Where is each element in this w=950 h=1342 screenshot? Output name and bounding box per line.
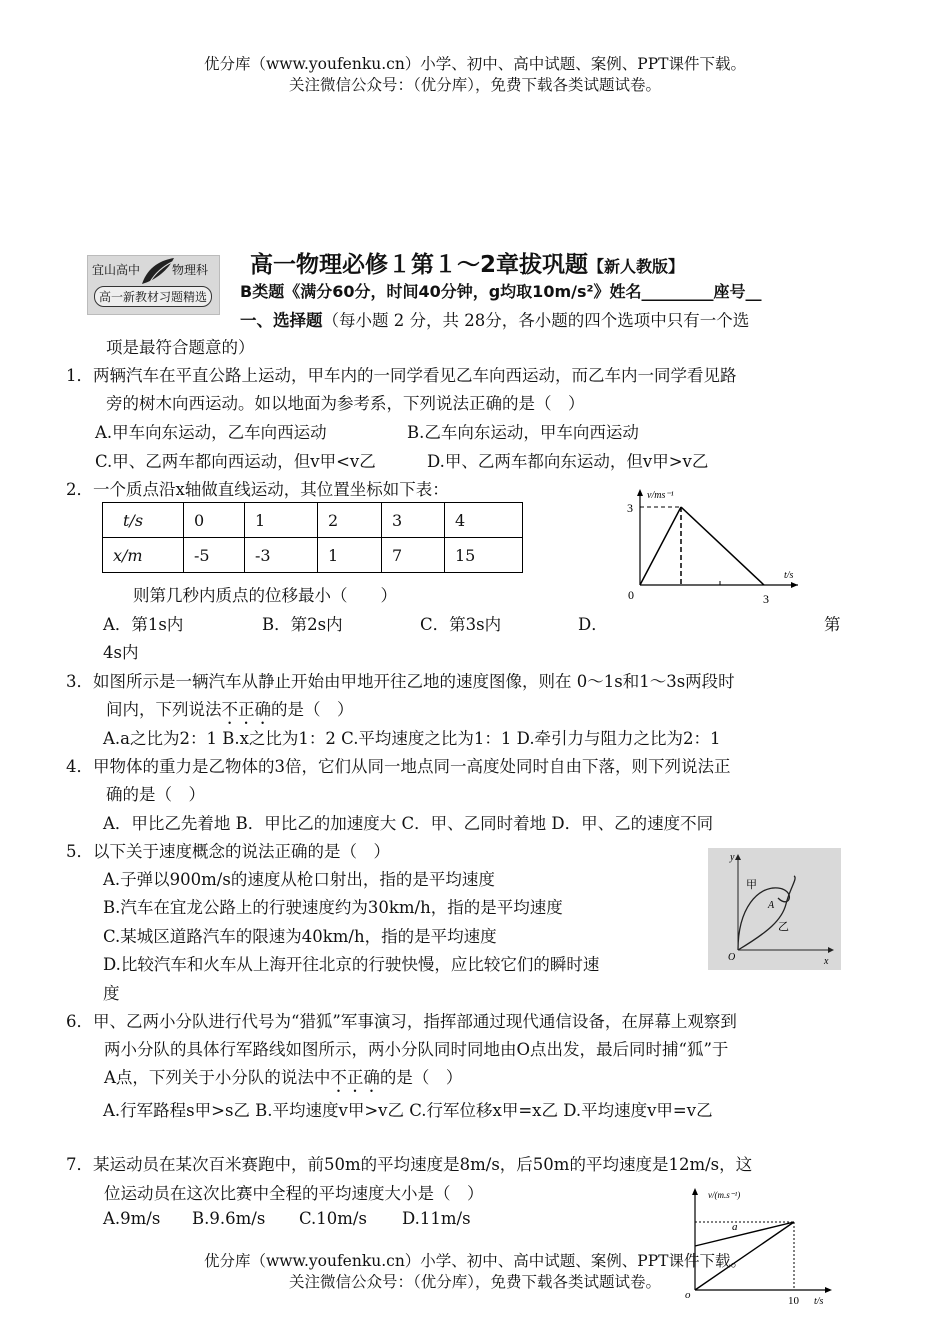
q2-stem: 2．一个质点沿x轴做直线运动，其位置坐标如下表： (66, 480, 449, 499)
y-axis-label: v/ms⁻¹ (647, 490, 674, 501)
q6-line-3-post: 的是（ ） (379, 1068, 463, 1087)
velocity-time-graph (620, 485, 810, 607)
velocity-rise (640, 507, 681, 585)
title-main: 高一物理必修１第１～2章拔巩题 (250, 252, 589, 278)
q1-option-a: A.甲车向东运动，乙车向西运动 (95, 423, 327, 442)
q2-ask: 则第几秒内质点的位移最小（ ） (133, 586, 397, 605)
q7-option-d: D.11m/s (402, 1209, 471, 1228)
header-line-1: 优分库（www.youfenku.cn）小学、初中、高中试题、案例、PPT课件下载。 (203, 55, 747, 73)
q7-line-1: 7．某运动员在某次百米赛跑中，前50m的平均速度是8m/s，后50m的平均速度是12m/s，这 (66, 1155, 753, 1174)
q6-line-3-pre: A点，下列关于小分队的说法中 (104, 1068, 331, 1087)
q2-option-d-cont: 第 (824, 615, 841, 634)
q3-line-2-pre: 间内，下列说法 (106, 700, 222, 719)
q7-option-b: B.9.6m/s (192, 1209, 266, 1228)
y-label: y (730, 852, 735, 863)
q6-line-1: 6．甲、乙两小分队进行代号为“猎狐”军事演习，指挥部通过现代通信设备，在屏幕上观察到 (66, 1012, 737, 1031)
origin-label: O (728, 952, 736, 963)
a-label: a (732, 1221, 738, 1233)
yi-label: 乙 (778, 920, 789, 933)
point-a-label: A (768, 900, 775, 911)
table-cell: 7 (382, 538, 445, 573)
table-cell: 1 (318, 538, 382, 573)
x-axis-arrow (791, 582, 798, 588)
section-heading: 一、选择题 (240, 311, 323, 330)
q1-line-1: 1．两辆汽车在平直公路上运动，甲车内的一同学看见乙车向西运动，而乙车内一同学看见路 (66, 366, 737, 385)
x-label: x (824, 956, 829, 967)
q3-line-1: 3．如图所示是一辆汽车从静止开始由甲地开往乙地的速度图像，则在 0～1s和1～3s两段时 (66, 672, 735, 691)
position-table (102, 502, 523, 573)
x-axis-label: t/s (814, 1296, 824, 1307)
q6-options: A.行军路程s甲>s乙 B.平均速度v甲>v乙 C.行军位移x甲=x乙 D.平均速度v甲=v乙 (103, 1101, 713, 1120)
q7-option-a: A.9m/s (103, 1209, 161, 1228)
q3-line-2 (106, 696, 354, 728)
table-cell: 0 (184, 503, 245, 538)
q3-options: A.a之比为2：1 B.x之比为1：2 C.平均速度之比为1：1 D.牵引力与阻力之比为2：1 (103, 729, 721, 748)
q2-option-d-end: 4s内 (103, 643, 139, 662)
footer-line-2: 关注微信公众号：（优分库），免费下载各类试题试卷。 (288, 1273, 661, 1291)
origin-label: o (685, 1289, 691, 1301)
q7-option-c: C.10m/s (299, 1209, 367, 1228)
page-title (250, 246, 684, 279)
table-cell: -3 (245, 538, 318, 573)
q1-option-c: C.甲、乙两车都向西运动，但v甲<v乙 (95, 452, 376, 471)
q2-option-a: A．第1s内 (103, 615, 184, 634)
y-axis-arrow (692, 1188, 698, 1195)
y-tick-3: 3 (627, 501, 633, 515)
path-diagram (708, 848, 841, 970)
q6-emphasis: 不正确 (330, 1068, 380, 1087)
q5-option-b: B.汽车在宜龙公路上的行驶速度约为30km/h，指的是平均速度 (103, 898, 563, 917)
q1-line-2: 旁的树木向西运动。如以地面为参考系，下列说法正确的是（ ） (106, 394, 585, 413)
q5-option-d-cont: 度 (103, 984, 120, 1003)
table-cell: t/s (103, 503, 184, 538)
q4-line-1: 4．甲物体的重力是乙物体的3倍，它们从同一地点同一高度处同时自由下落，则下列说法正 (66, 757, 731, 776)
section-desc-2: 项是最符合题意的） (106, 338, 255, 357)
q3-line-2-post: 的是（ ） (271, 700, 354, 719)
table-cell: x/m (103, 538, 184, 573)
q1-option-b: B.乙车向东运动，甲车向西运动 (407, 423, 639, 442)
q1-option-d: D.甲、乙两车都向东运动，但v甲>v乙 (427, 452, 709, 471)
section-desc-1: （每小题 2 分，共 28分，各小题的四个选项中只有一个选 (322, 311, 750, 330)
y-axis-label: v/(m.s⁻¹) (708, 1190, 741, 1200)
line-a (695, 1222, 794, 1246)
section-heading-line (240, 307, 749, 331)
table-row (103, 503, 523, 538)
q6-line-3 (104, 1064, 462, 1096)
table-cell: 3 (382, 503, 445, 538)
q3-emphasis: 不正确 (221, 700, 271, 719)
table-cell: 2 (318, 503, 382, 538)
q6-line-2: 两小分队的具体行军路线如图所示，两小分队同时同地由O点出发，最后同时捕“狐”于 (104, 1040, 729, 1059)
jia-label: 甲 (746, 878, 757, 891)
q2-option-b: B．第2s内 (262, 615, 343, 634)
x-tick-10: 10 (788, 1295, 799, 1307)
q7-line-2: 位运动员在这次比赛中全程的平均速度大小是（ ） (104, 1184, 484, 1203)
logo-dept: 物理科 (172, 263, 209, 277)
q4-line-2: 确的是（ ） (106, 785, 205, 804)
q5-option-d: D.比较汽车和火车从上海开往北京的行驶快慢，应比较它们的瞬时速 (103, 955, 600, 974)
table-cell: 4 (445, 503, 523, 538)
table-cell: -5 (184, 538, 245, 573)
logo-school: 宜山高中 (92, 263, 141, 277)
title-edition: 【新人教版】 (588, 257, 685, 276)
y-axis-arrow (637, 489, 643, 496)
table-cell: 15 (445, 538, 523, 573)
q5-stem: 5．以下关于速度概念的说法正确的是（ ） (66, 842, 390, 861)
footer-line-1: 优分库（www.youfenku.cn）小学、初中、高中试题、案例、PPT课件下载。 (203, 1252, 747, 1270)
q5-option-a: A.子弹以900m/s的速度从枪口射出，指的是平均速度 (103, 870, 495, 889)
logo-caption: 高一新教材习题精选 (94, 286, 212, 307)
school-logo (87, 255, 220, 315)
subtitle: B类题《满分60分，时间40分钟，g均取10m/s²》姓名_________座号__ (240, 282, 762, 301)
table-cell: 1 (245, 503, 318, 538)
q2-option-c: C．第3s内 (420, 615, 502, 634)
q2-option-d: D． (578, 615, 608, 634)
origin-label: 0 (628, 588, 634, 602)
header-line-2: 关注微信公众号：（优分库），免费下载各类试题试卷。 (288, 76, 661, 94)
q5-option-c: C.某城区道路汽车的限速为40km/h，指的是平均速度 (103, 927, 497, 946)
velocity-fall (681, 507, 764, 585)
x-axis-label: t/s (784, 570, 794, 581)
x-tick-3: 3 (763, 592, 769, 606)
table-row (103, 538, 523, 573)
q4-options: A．甲比乙先着地 B．甲比乙的加速度大 C．甲、乙同时着地 D．甲、乙的速度不同 (103, 814, 714, 833)
